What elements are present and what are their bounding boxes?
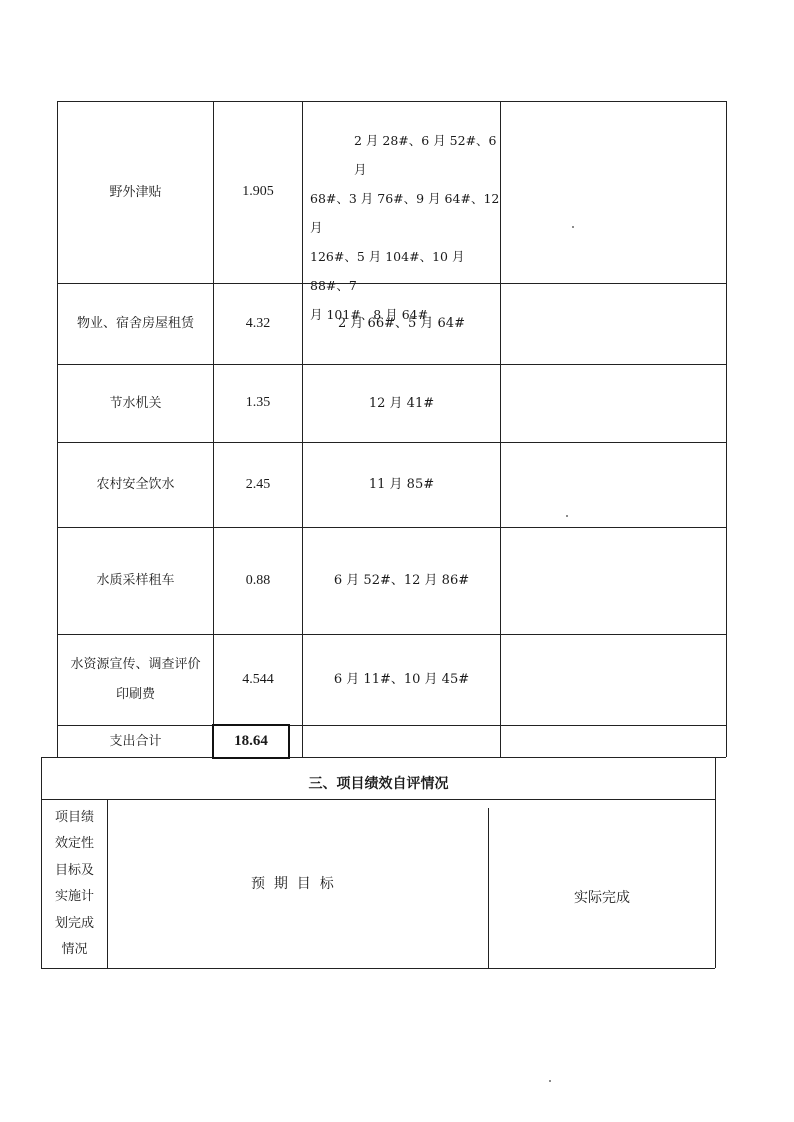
detail-line: 68#、3 月 76#、9 月 64#、12 月	[310, 191, 500, 235]
label-line: 划完成	[54, 915, 94, 931]
detail-text: 12 月 41#	[368, 395, 435, 411]
detail-text: 6 月 11#、10 月 45#	[333, 672, 470, 688]
amount-cell	[214, 635, 302, 725]
col-divider-3	[500, 101, 501, 757]
item-label: 农村安全饮水	[96, 477, 175, 493]
detail-cell	[303, 284, 500, 364]
detail-cell	[303, 443, 500, 527]
section3-title-text: 三、项目绩效自评情况	[308, 776, 449, 793]
item-cell	[58, 528, 213, 634]
item-label: 节水机关	[109, 395, 162, 411]
detail-line: 126#、5 月 104#、10 月 88#、7	[310, 249, 465, 293]
expected-target-label: 预 期 目 标	[251, 875, 334, 892]
total-value: 18.64	[234, 733, 268, 750]
label-line: 实施计	[54, 889, 94, 904]
label-line: 目标及	[54, 862, 94, 878]
actual-completion-label: 实际完成	[574, 889, 630, 906]
amount-value: 0.88	[245, 572, 271, 588]
detail-text: 11 月 85#	[368, 477, 435, 493]
scan-speck	[572, 226, 574, 228]
performance-label-cell	[42, 800, 107, 968]
label-line: 项目绩	[54, 809, 94, 825]
scan-speck	[549, 1080, 551, 1082]
amount-cell	[214, 443, 302, 527]
amount-cell	[214, 528, 302, 634]
item-cell	[58, 443, 213, 527]
scan-speck	[566, 515, 568, 517]
detail-cell	[303, 365, 500, 442]
section3-right-border	[715, 757, 716, 968]
detail-text: 6 月 52#、12 月 86#	[333, 573, 470, 589]
item-cell	[58, 635, 213, 725]
detail-cell	[303, 528, 500, 634]
detail-line: 2 月 28#、6 月 52#、6 月	[354, 133, 497, 177]
table-bottom-border	[57, 757, 726, 758]
item-label: 物业、宿舍房屋租赁	[76, 316, 194, 332]
section3-title	[42, 770, 715, 799]
amount-value: 4.32	[245, 315, 271, 331]
expected-target-header	[108, 800, 488, 968]
label-line: 效定性	[54, 836, 94, 851]
item-cell	[58, 365, 213, 442]
total-value-cell	[214, 726, 288, 757]
label-line: 情况	[61, 942, 88, 957]
detail-cell	[303, 635, 500, 725]
section3-top-join	[41, 757, 57, 758]
amount-value: 4.544	[242, 671, 274, 687]
actual-completion-header	[489, 800, 715, 996]
amount-cell	[214, 284, 302, 364]
item-label-line: 水资源宣传、调查评价	[70, 657, 201, 672]
detail-text: 2 月 66#、5 月 64#	[338, 316, 465, 332]
detail-line: 月 101#、8 月 64#	[310, 307, 429, 322]
amount-cell	[214, 102, 302, 283]
total-label: 支出合计	[109, 733, 162, 749]
item-cell	[58, 102, 213, 283]
item-cell	[58, 284, 213, 364]
amount-cell	[214, 365, 302, 442]
section3-top-join	[715, 757, 726, 758]
table-right-border	[726, 101, 727, 757]
amount-value: 1.35	[245, 395, 271, 411]
item-label: 水质采样租车	[96, 573, 175, 589]
item-label: 野外津贴	[109, 184, 162, 200]
total-label-cell	[58, 726, 213, 757]
item-label-line: 印刷费	[115, 687, 155, 702]
amount-value: 2.45	[245, 476, 271, 492]
amount-value: 1.905	[242, 184, 274, 200]
